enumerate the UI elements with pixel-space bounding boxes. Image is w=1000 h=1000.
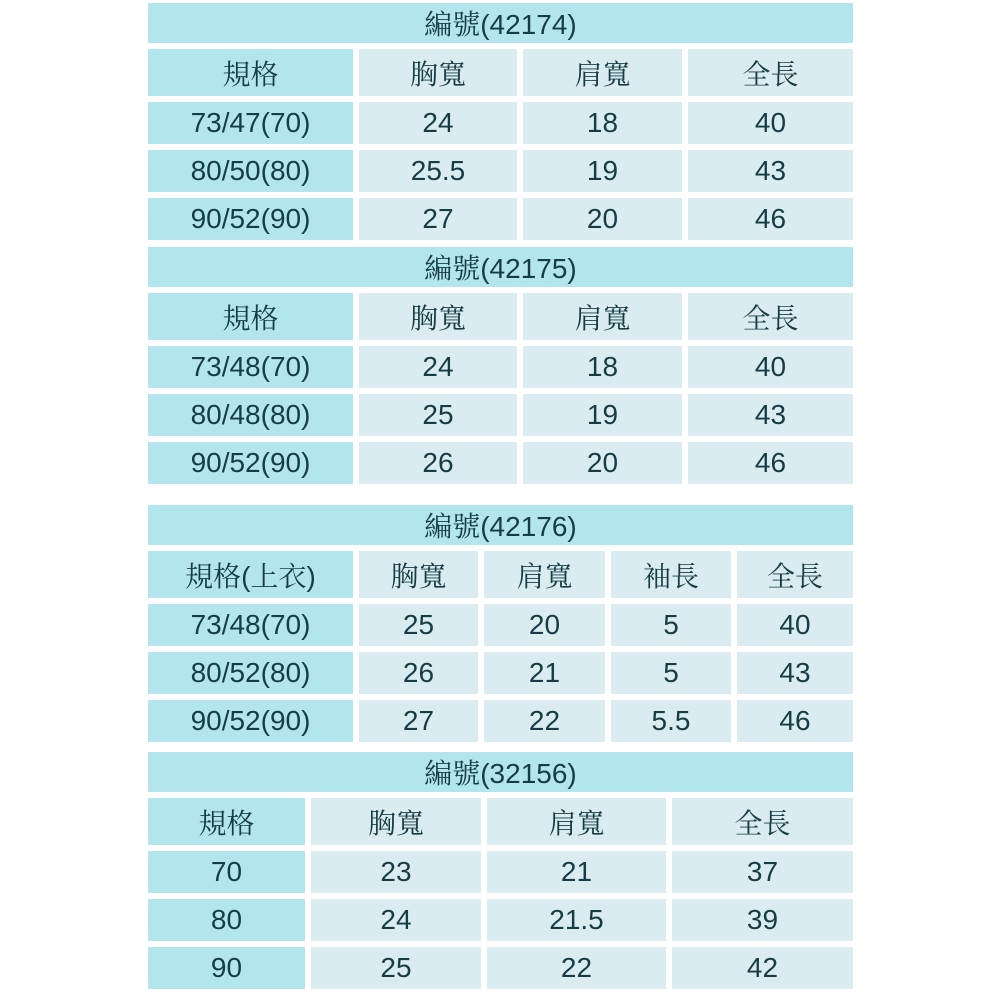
column-header: 肩寬 — [487, 798, 666, 845]
data-cell: 20 — [523, 198, 682, 240]
data-cell: 25.5 — [359, 150, 517, 192]
data-cell: 40 — [737, 604, 853, 646]
data-cell: 43 — [737, 652, 853, 694]
table-title: 編號(42175) — [148, 247, 853, 287]
table-title: 編號(42176) — [148, 505, 853, 545]
data-cell: 19 — [523, 394, 682, 436]
row-label: 73/47(70) — [148, 102, 353, 144]
column-header: 規格 — [148, 49, 353, 96]
row-label: 90 — [148, 947, 305, 989]
column-header: 胸寬 — [359, 49, 517, 96]
data-cell: 5 — [611, 604, 731, 646]
data-cell: 37 — [672, 851, 853, 893]
column-header: 全長 — [737, 551, 853, 598]
table-title: 編號(42174) — [148, 3, 853, 43]
data-cell: 18 — [523, 346, 682, 388]
column-header: 全長 — [688, 293, 853, 340]
data-cell: 21 — [484, 652, 605, 694]
data-cell: 40 — [688, 346, 853, 388]
row-label: 90/52(90) — [148, 442, 353, 484]
row-label: 80/50(80) — [148, 150, 353, 192]
row-label: 80/48(80) — [148, 394, 353, 436]
row-label: 73/48(70) — [148, 346, 353, 388]
column-header: 規格 — [148, 798, 305, 845]
data-cell: 27 — [359, 700, 478, 742]
data-cell: 24 — [359, 102, 517, 144]
data-cell: 46 — [688, 198, 853, 240]
data-cell: 40 — [688, 102, 853, 144]
column-header: 規格 — [148, 293, 353, 340]
data-cell: 26 — [359, 652, 478, 694]
column-header: 肩寬 — [523, 49, 682, 96]
data-cell: 21.5 — [487, 899, 666, 941]
column-header: 肩寬 — [523, 293, 682, 340]
data-cell: 24 — [311, 899, 481, 941]
column-header: 胸寬 — [311, 798, 481, 845]
column-header: 胸寬 — [359, 551, 478, 598]
data-cell: 18 — [523, 102, 682, 144]
column-header: 胸寬 — [359, 293, 517, 340]
column-header: 規格(上衣) — [148, 551, 353, 598]
data-cell: 39 — [672, 899, 853, 941]
data-cell: 42 — [672, 947, 853, 989]
data-cell: 25 — [359, 604, 478, 646]
data-cell: 43 — [688, 394, 853, 436]
size-table-32156 — [148, 752, 853, 989]
table-title: 編號(32156) — [148, 752, 853, 792]
data-cell: 46 — [688, 442, 853, 484]
data-cell: 20 — [484, 604, 605, 646]
row-label: 70 — [148, 851, 305, 893]
data-cell: 27 — [359, 198, 517, 240]
row-label: 80/52(80) — [148, 652, 353, 694]
data-cell: 23 — [311, 851, 481, 893]
data-cell: 5 — [611, 652, 731, 694]
row-label: 90/52(90) — [148, 198, 353, 240]
data-cell: 46 — [737, 700, 853, 742]
row-label: 73/48(70) — [148, 604, 353, 646]
data-cell: 22 — [484, 700, 605, 742]
data-cell: 25 — [311, 947, 481, 989]
data-cell: 5.5 — [611, 700, 731, 742]
size-table-42176 — [148, 505, 853, 742]
size-table-42174 — [148, 3, 853, 240]
column-header: 全長 — [688, 49, 853, 96]
column-header: 肩寬 — [484, 551, 605, 598]
data-cell: 22 — [487, 947, 666, 989]
row-label: 90/52(90) — [148, 700, 353, 742]
data-cell: 20 — [523, 442, 682, 484]
data-cell: 21 — [487, 851, 666, 893]
column-header: 袖長 — [611, 551, 731, 598]
data-cell: 25 — [359, 394, 517, 436]
data-cell: 43 — [688, 150, 853, 192]
data-cell: 24 — [359, 346, 517, 388]
data-cell: 19 — [523, 150, 682, 192]
data-cell: 26 — [359, 442, 517, 484]
column-header: 全長 — [672, 798, 853, 845]
row-label: 80 — [148, 899, 305, 941]
size-table-42175 — [148, 247, 853, 484]
